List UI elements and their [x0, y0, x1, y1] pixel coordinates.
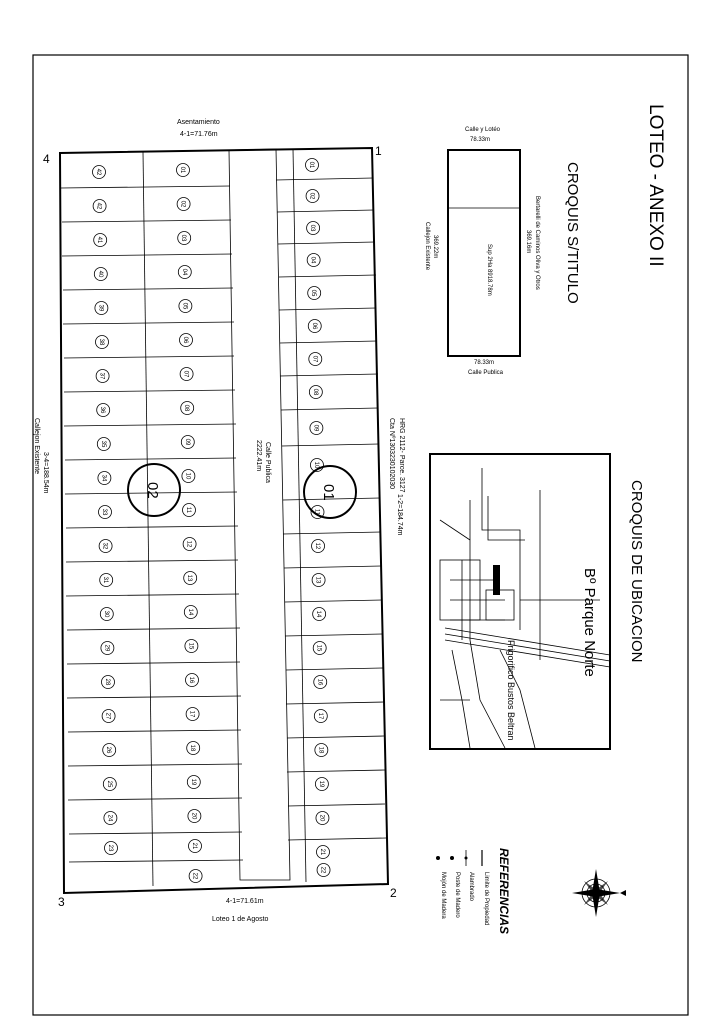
lot-01-04 — [307, 254, 320, 267]
svg-text:04: 04 — [309, 256, 316, 264]
referencias — [436, 848, 511, 934]
plan-left-dim: 3-4=188.54m — [42, 452, 49, 494]
svg-text:08: 08 — [311, 388, 318, 396]
legend-item-fence: Alambrado — [468, 872, 474, 902]
lot-02-in-08 — [181, 402, 194, 415]
svg-text:24: 24 — [106, 814, 113, 822]
svg-text:17: 17 — [316, 712, 323, 720]
block-02-lot-lines — [61, 186, 243, 862]
lot-02-in-15 — [185, 640, 198, 653]
block-01-label: 01 — [320, 484, 337, 501]
plan-left-label: Callejon Existente — [33, 418, 40, 475]
croquis-titulo-heading: CROQUIS S/TITULO — [564, 162, 581, 304]
svg-text:19: 19 — [317, 780, 324, 788]
legend-item-marker: Mojón de Madera — [440, 872, 446, 919]
compass-rose-icon — [572, 869, 626, 917]
lot-01-07 — [309, 353, 322, 366]
svg-text:13: 13 — [314, 576, 321, 584]
lot-02-in-04 — [178, 266, 191, 279]
svg-text:38: 38 — [98, 338, 104, 346]
svg-text:08: 08 — [183, 404, 190, 412]
lot-02-in-01 — [177, 164, 190, 177]
parcel-bottom-dim: 78.33m — [474, 360, 495, 366]
svg-text:07: 07 — [311, 355, 318, 363]
svg-text:02: 02 — [179, 200, 186, 208]
svg-text:31: 31 — [102, 576, 109, 584]
plan-bottom-dim: 4-1=71.61m — [226, 898, 264, 905]
lot-01-19 — [315, 778, 328, 791]
svg-text:09: 09 — [183, 438, 190, 446]
svg-text:25: 25 — [105, 780, 112, 788]
lot-02-in-05 — [179, 300, 192, 313]
lot-02-out-26-17 — [103, 744, 116, 757]
parcel-left-dim: 369.22m — [432, 235, 438, 259]
lot-02-in-13 — [184, 572, 197, 585]
survey-plan — [33, 119, 405, 923]
svg-text:13: 13 — [186, 574, 193, 582]
svg-text:22: 22 — [319, 866, 326, 874]
lot-02-in-21 — [189, 840, 202, 853]
svg-text:42: 42 — [95, 168, 101, 176]
svg-text:39: 39 — [97, 304, 104, 312]
lot-02-in-11 — [183, 504, 196, 517]
vertex-3: 3 — [58, 895, 65, 909]
svg-text:02: 02 — [308, 192, 315, 200]
lot-02-in-02 — [177, 198, 190, 211]
neighborhood-label: Bº Parque Norte — [581, 568, 598, 677]
lot-02-out-23-20 — [105, 842, 118, 855]
street-area: 2222.41m — [255, 440, 262, 472]
svg-text:12: 12 — [185, 540, 192, 548]
croquis-ubicacion-heading: CROQUIS DE UBICACION — [628, 480, 645, 663]
plan-right-dim: 1-2=184.74m — [396, 494, 403, 536]
svg-text:40: 40 — [96, 270, 103, 278]
svg-text:11: 11 — [313, 508, 320, 516]
svg-text:18: 18 — [189, 744, 196, 752]
parcel-bottom-street: Calle Publica — [468, 370, 504, 376]
lot-02-in-12 — [183, 538, 196, 551]
lot-02-out-37-6 — [96, 370, 109, 383]
block-01-lot-lines — [276, 178, 386, 840]
lot-02-out-28-15 — [102, 676, 115, 689]
sheet-title: LOTEO - ANEXO II — [645, 104, 666, 267]
svg-text:10: 10 — [312, 461, 319, 469]
lot-01-02 — [306, 190, 319, 203]
vertex-2: 2 — [390, 886, 397, 900]
lot-02-in-06 — [180, 334, 193, 347]
lot-02-out-29-14 — [101, 642, 114, 655]
lot-02-in-10 — [182, 470, 195, 483]
croquis-titulo — [424, 127, 581, 376]
lot-02-out-35-8 — [97, 438, 110, 451]
lot-02-out-39-4 — [95, 302, 108, 315]
parcel-outline — [448, 150, 520, 356]
referencias-heading: REFERENCIAS — [497, 848, 511, 935]
lot-02-out-38-5 — [96, 336, 109, 349]
svg-text:12: 12 — [314, 542, 321, 550]
parcel-top-dim: 78.33m — [470, 137, 491, 143]
lot-01-18 — [315, 744, 328, 757]
lot-01-13 — [312, 574, 325, 587]
block-02-divider — [143, 152, 153, 886]
parcel-top-street: Calle y Lotéo — [465, 127, 501, 133]
lot-02-out-32-11 — [99, 540, 112, 553]
lot-01-06 — [308, 320, 321, 333]
legend-marker-symbol — [436, 856, 440, 860]
lot-01-08 — [309, 386, 322, 399]
lot-02-in-18 — [187, 742, 200, 755]
block-02-label: 02 — [144, 482, 161, 499]
svg-text:21: 21 — [191, 842, 197, 850]
lot-02-out-30-13 — [100, 608, 113, 621]
parcel-left-street: Callejon Existente — [424, 222, 430, 271]
lot-01-20 — [316, 812, 329, 825]
svg-text:01: 01 — [308, 161, 314, 169]
svg-text:05: 05 — [310, 289, 317, 297]
svg-text:17: 17 — [188, 710, 195, 718]
lot-02-out-25-18 — [103, 778, 116, 791]
svg-text:03: 03 — [180, 234, 187, 242]
svg-text:01: 01 — [179, 166, 185, 174]
croquis-ubicacion — [430, 454, 645, 749]
svg-text:21: 21 — [319, 848, 325, 856]
lot-02-in-16 — [186, 674, 199, 687]
lot-01-12 — [312, 540, 325, 553]
lot-01-16 — [314, 676, 327, 689]
lot-02-in-22 — [189, 870, 202, 883]
svg-text:19: 19 — [189, 778, 196, 786]
lot-02-out-42-0 — [93, 166, 106, 179]
svg-text:16: 16 — [316, 678, 323, 686]
plan-registry-1: HRG 2112- Parce. 3127 — [398, 418, 405, 493]
svg-text:14: 14 — [315, 610, 322, 618]
svg-text:29: 29 — [103, 644, 110, 652]
lot-02-out-31-12 — [100, 574, 113, 587]
svg-text:06: 06 — [310, 322, 317, 330]
frigorifico-label: Frigorifico Bustos Beltran — [506, 640, 516, 741]
lot-02-in-19 — [187, 776, 200, 789]
svg-text:04: 04 — [180, 268, 187, 276]
plan-registry-2: Cta Nº1303230102030 — [388, 418, 395, 490]
svg-text:10: 10 — [184, 472, 191, 480]
lot-01-01 — [306, 159, 319, 172]
sheet-frame — [33, 55, 688, 1015]
lot-02-in-14 — [184, 606, 197, 619]
svg-text:35: 35 — [99, 440, 106, 448]
svg-text:23: 23 — [107, 844, 113, 852]
lot-01-21 — [317, 846, 330, 859]
svg-text:20: 20 — [318, 814, 325, 822]
lot-01-22 — [317, 864, 330, 877]
plan-top-dim: 4-1=71.76m — [180, 131, 218, 138]
svg-text:27: 27 — [104, 712, 111, 720]
svg-text:30: 30 — [102, 610, 109, 618]
lot-02-in-09 — [181, 436, 194, 449]
highlighted-parcel — [493, 565, 500, 595]
lot-markers — [93, 159, 331, 883]
lot-01-14 — [313, 608, 326, 621]
svg-text:15: 15 — [315, 644, 322, 652]
lot-02-in-20 — [188, 810, 201, 823]
lot-02-out-40-3 — [94, 268, 107, 281]
svg-text:37: 37 — [98, 372, 105, 380]
svg-text:11: 11 — [185, 506, 191, 514]
lot-01-09 — [310, 422, 323, 435]
vertex-1: 1 — [375, 144, 382, 158]
svg-text:09: 09 — [312, 424, 319, 432]
lot-02-out-24-19 — [104, 812, 117, 825]
parcel-right-dim: 369.16m — [525, 230, 531, 254]
svg-text:42: 42 — [95, 202, 102, 210]
svg-text:34: 34 — [100, 474, 107, 482]
legend-fence-dot — [465, 857, 468, 860]
lot-02-out-33-10 — [99, 506, 112, 519]
svg-text:16: 16 — [188, 676, 194, 684]
svg-text:33: 33 — [101, 508, 107, 516]
location-block — [440, 560, 480, 620]
svg-text:05: 05 — [181, 302, 188, 310]
street-name: Calle Publica — [264, 442, 271, 483]
svg-text:15: 15 — [187, 642, 194, 650]
svg-text:32: 32 — [101, 542, 108, 550]
lot-02-out-27-16 — [102, 710, 115, 723]
lot-01-17 — [314, 710, 327, 723]
legend-item-post: Poste de Madero — [454, 872, 460, 918]
lot-02-out-34-9 — [98, 472, 111, 485]
street-strip — [229, 149, 290, 880]
lot-01-05 — [308, 287, 321, 300]
lot-02-out-42-1 — [93, 200, 106, 213]
svg-text:07: 07 — [182, 370, 189, 378]
svg-text:20: 20 — [190, 812, 197, 820]
lot-02-in-03 — [178, 232, 191, 245]
svg-text:18: 18 — [317, 746, 324, 754]
svg-text:14: 14 — [186, 608, 193, 616]
plan-bottom-label: Loteo 1 de Agosto — [212, 916, 269, 923]
lot-02-out-41-2 — [94, 234, 107, 247]
legend-item-property: Limite de Propiedad — [483, 872, 489, 926]
parcel-right-owner: Bertarelli de Caminos Oliva y Otros — [534, 196, 540, 290]
lot-01-15 — [313, 642, 326, 655]
legend-post-symbol — [450, 856, 454, 860]
svg-text:36: 36 — [99, 406, 106, 414]
parcel-surface: Sup 2Ha 8918.78m — [486, 244, 492, 296]
lot-02-out-36-7 — [97, 404, 110, 417]
svg-text:28: 28 — [104, 678, 110, 686]
svg-text:41: 41 — [96, 236, 103, 244]
plan-top-label: Asentamiento — [177, 119, 220, 126]
svg-text:06: 06 — [182, 336, 188, 344]
lot-02-in-17 — [186, 708, 199, 721]
lot-01-03 — [307, 222, 320, 235]
vertex-4: 4 — [43, 152, 50, 166]
svg-text:03: 03 — [309, 224, 316, 232]
svg-text:26: 26 — [105, 746, 112, 754]
lot-02-in-07 — [180, 368, 193, 381]
svg-text:22: 22 — [191, 872, 198, 880]
